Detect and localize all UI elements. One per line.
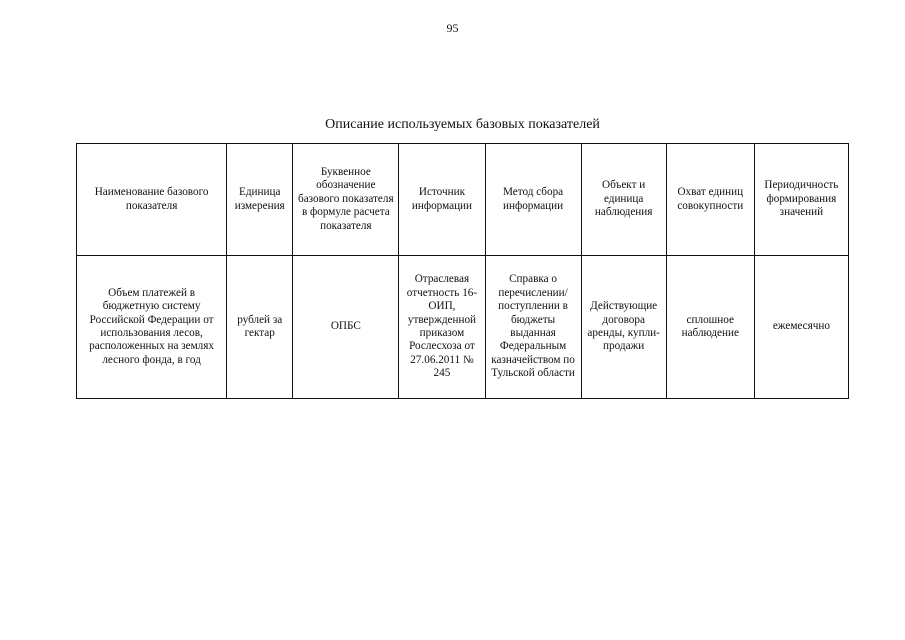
- cell-population-coverage: сплошное наблюдение: [666, 256, 754, 399]
- indicators-table: [76, 143, 849, 399]
- document-title: Описание используемых базовых показателей: [325, 117, 600, 132]
- cell-indicator-name: Объем платежей в бюджетную систему Российской Федерации от использования лесов, расположенных на землях лесного фонда, в год: [77, 256, 227, 399]
- header-observation-object: Объект и единица наблюдения: [581, 144, 666, 256]
- header-information-source: Источник информации: [399, 144, 485, 256]
- header-periodicity: Периодичность формирования значений: [754, 144, 848, 256]
- header-letter-designation: Буквенное обозначение базового показателя в формуле расчета показателя: [293, 144, 399, 256]
- cell-letter-designation: ОПБС: [293, 256, 399, 399]
- cell-collection-method: Справка о перечислении/ поступлении в бюджеты выданная Федеральным казначейством по Тульской области: [485, 256, 581, 399]
- page-number: 95: [446, 21, 459, 35]
- table-row: [77, 256, 849, 399]
- cell-information-source: Отраслевая отчетность 16-ОИП, утвержденной приказом Рослесхоза от 27.06.2011 № 245: [399, 256, 485, 399]
- header-population-coverage: Охват единиц совокупности: [666, 144, 754, 256]
- cell-unit: рублей за гектар: [227, 256, 293, 399]
- header-unit: Единица измерения: [227, 144, 293, 256]
- cell-periodicity: ежемесячно: [754, 256, 848, 399]
- table-header-row: [77, 144, 849, 256]
- cell-observation-object: Действующие договора аренды, купли-продажи: [581, 256, 666, 399]
- header-indicator-name: Наименование базового показателя: [77, 144, 227, 256]
- header-collection-method: Метод сбора информации: [485, 144, 581, 256]
